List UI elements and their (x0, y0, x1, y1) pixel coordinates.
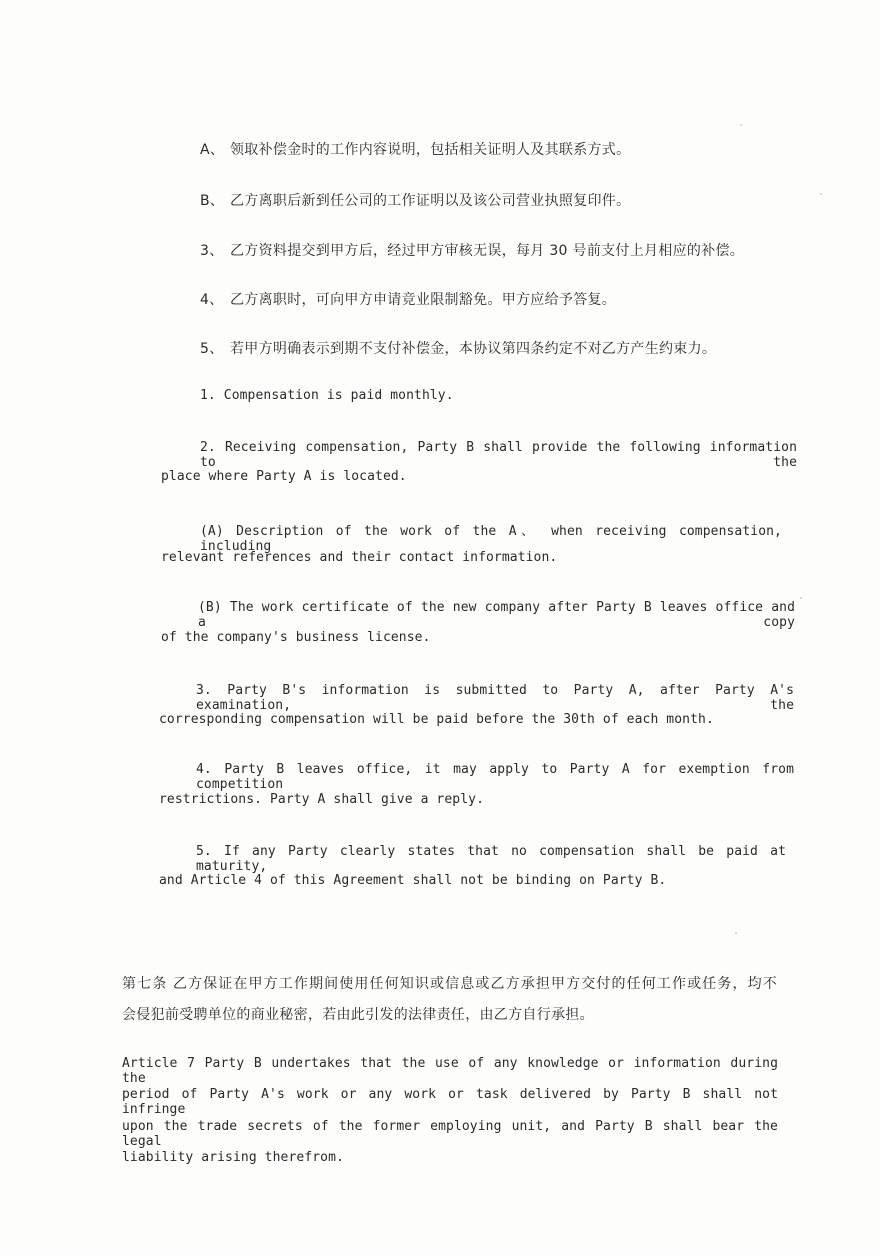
en-item-3-line-1: 3. Party B's information is submitted to Party A, after Party A's examination, the (196, 683, 794, 713)
cn-item-text: 乙方资料提交到甲方后，经过甲方审核无误，每月 30 号前支付上月相应的补偿。 (230, 243, 745, 259)
article-7-en-line-4: liability arising therefrom. (122, 1150, 344, 1165)
en-item-4-line-1: 4. Party B leaves office, it may apply to Party A for exemption from competition (196, 762, 794, 792)
en-item-1-line-1: 1. Compensation is paid monthly. (200, 388, 454, 403)
cn-item-number: 5、 (200, 341, 224, 357)
en-item-a-line-1: (A) Description of the work of the A、 when receiving compensation, including (200, 524, 782, 554)
en-item-3-line-2: corresponding compensation will be paid before the 30th of each month. (159, 712, 714, 727)
cn-item-text: 领取补偿金时的工作内容说明，包括相关证明人及其联系方式。 (230, 142, 631, 158)
scan-speck (735, 932, 737, 934)
cn-item-3 (200, 240, 744, 260)
cn-item-text: 若甲方明确表示到期不支付补偿金，本协议第四条约定不对乙方产生约束力。 (230, 341, 717, 357)
scan-speck (800, 597, 802, 599)
article-7-en-line-1: Article 7 Party B undertakes that the use of any knowledge or information during the (122, 1056, 778, 1086)
en-item-2-line-2: place where Party A is located. (161, 469, 407, 484)
cn-item-number: 3、 (200, 243, 224, 259)
en-item-5-line-1: 5. If any Party clearly states that no compensation shall be paid at maturity, (196, 844, 786, 874)
cn-item-5 (200, 338, 716, 358)
scan-speck (820, 193, 822, 195)
cn-item-number: A、 (200, 142, 225, 158)
cn-item-text: 乙方离职时，可向甲方申请竞业限制豁免。甲方应给予答复。 (230, 292, 617, 308)
en-item-2-line-1: 2. Receiving compensation, Party B shall provide the following information to the (200, 440, 797, 470)
article-7-en-line-2: period of Party A's work or any work or task delivered by Party B shall not infringe (122, 1087, 778, 1117)
cn-item-4 (200, 289, 616, 309)
scan-speck (740, 124, 742, 126)
cn-item-number: 4、 (200, 292, 224, 308)
en-item-b-line-2: of the company's business license. (161, 630, 431, 645)
en-item-b-line-1: (B) The work certificate of the new company after Party B leaves office and a copy (198, 600, 795, 630)
cn-item-b (200, 190, 630, 210)
cn-item-text: 乙方离职后新到任公司的工作证明以及该公司营业执照复印件。 (230, 193, 631, 209)
article-7-en-line-3: upon the trade secrets of the former employing unit, and Party B shall bear the legal (122, 1119, 778, 1149)
en-item-5-line-2: and Article 4 of this Agreement shall not be binding on Party B. (159, 873, 667, 888)
en-item-a-line-2: relevant references and their contact information. (161, 550, 558, 565)
en-item-4-line-2: restrictions. Party A shall give a reply. (159, 792, 484, 807)
cn-item-number: B、 (200, 193, 225, 209)
article-7-cn-line-2: 会侵犯前受聘单位的商业秘密，若由此引发的法律责任，由乙方自行承担。 (122, 1007, 594, 1023)
cn-item-a (200, 139, 630, 159)
article-7-cn-line-1: 第七条 乙方保证在甲方工作期间使用任何知识或信息或乙方承担甲方交付的任何工作或任务，均不 (122, 976, 777, 992)
